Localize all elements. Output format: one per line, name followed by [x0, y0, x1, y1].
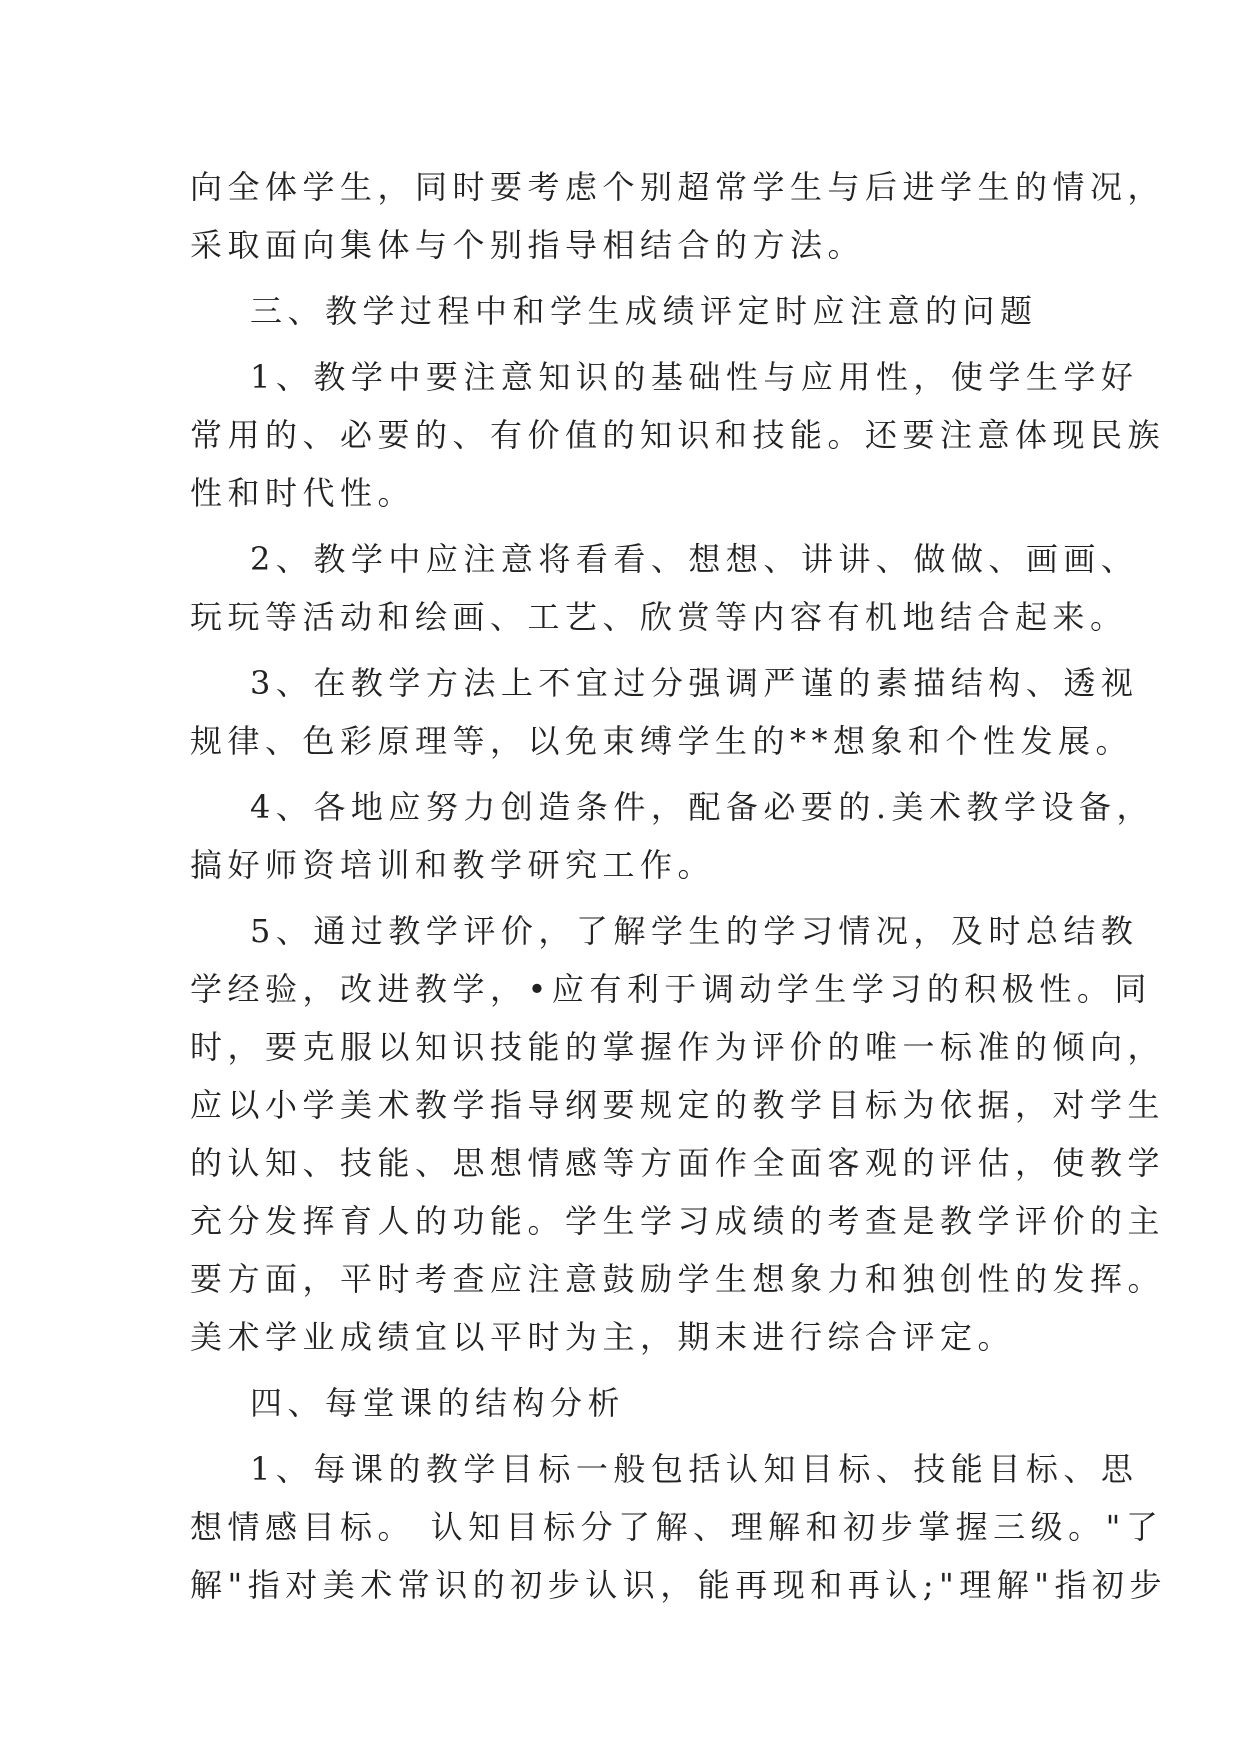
- text-line: 应以小学美术教学指导纲要规定的教学目标为依据，对学生: [190, 1086, 1166, 1124]
- text-line: 搞好师资培训和教学研究工作。: [190, 846, 716, 884]
- text-line: 的认知、技能、思想情感等方面作全面客观的评估，使教学: [190, 1144, 1166, 1182]
- text-line: 美术学业成绩宜以平时为主，期末进行综合评定。: [190, 1318, 1016, 1356]
- text-line: 3、在教学方法上不宜过分强调严谨的素描结构、透视: [250, 664, 1139, 702]
- text-line: 充分发挥育人的功能。学生学习成绩的考查是教学评价的主: [190, 1202, 1166, 1240]
- text-line: 解"指对美术常识的初步认识，能再现和再认;"理解"指初步: [190, 1566, 1167, 1604]
- text-line: 4、各地应努力创造条件，配备必要的.美术教学设备，: [250, 788, 1155, 826]
- text-line: 性和时代性。: [190, 474, 416, 512]
- text-line: 玩玩等活动和绘画、工艺、欣赏等内容有机地结合起来。: [190, 598, 1128, 636]
- section-heading: 三、教学过程中和学生成绩评定时应注意的问题: [250, 292, 1038, 330]
- text-line: 常用的、必要的、有价值的知识和技能。还要注意体现民族: [190, 416, 1166, 454]
- text-line: 2、教学中应注意将看看、想想、讲讲、做做、画画、: [250, 540, 1139, 578]
- document-body: [190, 158, 1167, 1614]
- text-line: 时，要克服以知识技能的掌握作为评价的唯一标准的倾向，: [190, 1028, 1166, 1066]
- text-line: 规律、色彩原理等，以免束缚学生的**想象和个性发展。: [190, 722, 1134, 760]
- section-heading: 四、每堂课的结构分析: [250, 1384, 626, 1422]
- text-line: 采取面向集体与个别指导相结合的方法。: [190, 226, 866, 264]
- text-line: 想情感目标。 认知目标分了解、理解和初步掌握三级。"了: [190, 1508, 1164, 1546]
- text-line: 学经验，改进教学，•应有利于调动学生学习的积极性。同: [190, 970, 1152, 1008]
- text-line: 1、每课的教学目标一般包括认知目标、技能目标、思: [250, 1450, 1139, 1488]
- text-line: 要方面，平时考查应注意鼓励学生想象力和独创性的发挥。: [190, 1260, 1166, 1298]
- text-line: 向全体学生，同时要考虑个别超常学生与后进学生的情况，: [190, 168, 1166, 206]
- text-line: 1、教学中要注意知识的基础性与应用性，使学生学好: [250, 358, 1139, 396]
- text-line: 5、通过教学评价，了解学生的学习情况，及时总结教: [250, 912, 1139, 950]
